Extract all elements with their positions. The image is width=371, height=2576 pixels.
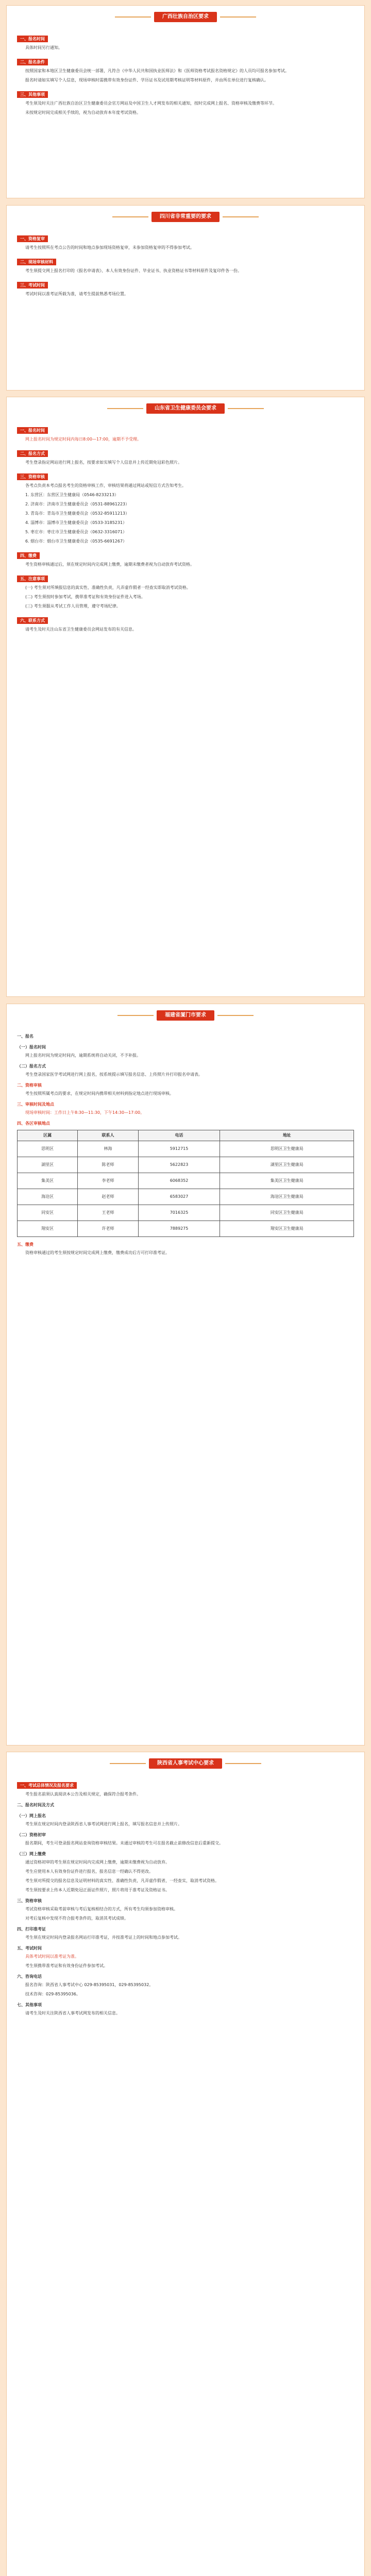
table-cell: 林海 <box>78 1141 138 1157</box>
sub-heading: 一、报名时间 <box>17 36 48 42</box>
section-heading: 一、报名 <box>17 1034 33 1039</box>
table-cell: 海沧区 <box>18 1189 78 1205</box>
section-title: 四川省非常重要的要求 <box>151 212 220 222</box>
paragraph: 2. 济南市：济南市卫生健康委员会（0531-88961223） <box>25 502 130 506</box>
paragraph: 对考后复核中发现不符合报考条件的，取消其考试成绩。 <box>25 1916 128 1921</box>
section-heading: 五、考试时间 <box>17 1946 42 1951</box>
section-heading: 三、审核时间及地点 <box>17 1102 54 1107</box>
table-cell: 王老师 <box>78 1205 138 1221</box>
paragraph: 技术咨询：029-85395036。 <box>25 1992 80 1996</box>
table-cell: 集美区 <box>18 1173 78 1189</box>
table-cell: 湖里区 <box>18 1157 78 1173</box>
sub-heading: （三）网上缴费 <box>17 1852 46 1856</box>
paragraph: 报名期间，考生可登录报名网站查询资格审核结果。未通过审核的考生可在报名截止前修改信息后重新提交。 <box>25 1841 223 1845</box>
sub-heading: 二、报名方式 <box>17 450 48 457</box>
section-heading: 六、咨询电话 <box>17 1974 42 1979</box>
paragraph: 网上报名时间为规定时间内，逾期系统将自动关闭，不予补报。 <box>25 1053 141 1058</box>
section-title: 陕西省人事考试中心要求 <box>149 1758 222 1769</box>
paragraph: 请考生及时关注陕西省人事考试网发布的相关信息。 <box>25 2011 120 2015</box>
paragraph: 现场审核时间：工作日上午8:30—11:30，下午14:30—17:00。 <box>25 1110 145 1115</box>
table-header: 电话 <box>138 1130 220 1141</box>
sub-heading: 二、现场审核材料 <box>17 259 56 265</box>
paragraph: 1. 东营区：东营区卫生健康局（0546-8233213） <box>25 493 119 497</box>
paragraph: 考生须在规定时间内登录报名网站打印准考证，并按准考证上的时间和地点参加考试。 <box>25 1935 182 1940</box>
section-heading: 七、其他事项 <box>17 2003 42 2007</box>
paragraph: 请考生按照所在考点公告的时间和地点参加现场资格复审，未参加资格复审的不得参加考试。 <box>25 245 194 250</box>
table-cell: 集美区卫生健康局 <box>220 1173 354 1189</box>
table-header: 区属 <box>18 1130 78 1141</box>
table-row <box>18 1141 354 1157</box>
table-cell: 7016325 <box>138 1205 220 1221</box>
paragraph: 考试资格审核采取考前审核与考后复核相结合的方式，所有考生均须参加资格审核。 <box>25 1907 178 1911</box>
paragraph: 考生须携带准考证和有效身份证件参加考试。 <box>25 1963 108 1968</box>
sub-heading: 二、报名条件 <box>17 59 48 65</box>
paragraph: (一) 考生须对所填报信息的真实性、准确性负责，凡弄虚作假者一经查实即取消考试资格。 <box>25 585 191 590</box>
table-row <box>18 1189 354 1205</box>
table-cell: 思明区卫生健康局 <box>220 1141 354 1157</box>
paragraph: 报名咨询：陕西省人事考试中心 029-85395031，029-85395032。 <box>25 1982 154 1987</box>
sub-heading: 三、考试时间 <box>17 282 48 289</box>
table-cell: 李老师 <box>78 1173 138 1189</box>
section-title: 广西壮族自治区要求 <box>154 12 217 22</box>
paragraph: (二) 考生须按时参加考试，携带准考证和有效身份证件进入考场。 <box>25 595 145 599</box>
section-heading: 四、各区审核地点 <box>17 1121 50 1126</box>
section-title: 福建省厦门市要求 <box>157 1010 214 1021</box>
section-heading: 三、资格审核 <box>17 1899 42 1903</box>
paragraph: 通过资格初审的考生须在规定时间内完成网上缴费，逾期未缴费视为自动放弃。 <box>25 1860 170 1865</box>
table-cell: 许老师 <box>78 1221 138 1237</box>
section-title: 山东省卫生健康委员会要求 <box>146 403 225 414</box>
paragraph: 考生须对所提交的报名信息及证明材料的真实性、准确性负责，凡弄虚作假者，一经查实，取消考试资格。 <box>25 1878 219 1883</box>
table-header: 联系人 <box>78 1130 138 1141</box>
section-card <box>6 1004 365 1745</box>
sub-heading: 三、其他事项 <box>17 91 48 98</box>
paragraph: 6. 烟台市：烟台市卫生健康委员会（0535-6691267） <box>25 539 127 544</box>
section-heading: 四、打印准考证 <box>17 1927 46 1931</box>
sub-heading: 一、考试总体情况及报名要求 <box>17 1782 77 1789</box>
table-cell: 6068352 <box>138 1173 220 1189</box>
paragraph: 考生须及时关注广西壮族自治区卫生健康委员会官方网站及中国卫生人才网发布的相关通知，按时完成网上报名、资格审核及缴费等环节。 <box>25 101 277 106</box>
sub-heading: 一、报名时间 <box>17 427 48 434</box>
section-card <box>6 5 365 198</box>
sub-heading: 三、资格审核 <box>17 473 48 480</box>
table-cell: 海沧区卫生健康局 <box>220 1189 354 1205</box>
section-card <box>6 1752 365 2576</box>
sub-heading: 五、注意事项 <box>17 575 48 582</box>
sub-heading: 六、联系方式 <box>17 617 48 624</box>
table-cell: 翔安区 <box>18 1221 78 1237</box>
paragraph: 具体时间另行通知。 <box>25 45 62 50</box>
paragraph: 网上报名时间为规定时间内每日8:00—17:00，逾期不予受理。 <box>25 437 142 442</box>
paragraph: (三) 考生须服从考试工作人员管理，遵守考场纪律。 <box>25 604 121 608</box>
contact-table <box>17 1130 354 1237</box>
paragraph: 报名时请如实填写个人信息，现场审核时需携带有效身份证件、学历证书及试用期考核证明等材料原件，并由所在单位进行复核确认。 <box>25 78 268 82</box>
sub-heading: （二）报名方式 <box>17 1064 46 1069</box>
table-row <box>18 1157 354 1173</box>
paragraph: 按照国家和本地区卫生健康委员会统一部署，凡符合《中华人民共和国执业医师法》和《医师资格考试报名资格规定》的人员均可报名参加考试。 <box>25 69 289 73</box>
section-card <box>6 397 365 997</box>
table-cell: 5912715 <box>138 1141 220 1157</box>
paragraph: 考生应使用本人有效身份证件进行报名，报名信息一经确认不得更改。 <box>25 1869 153 1874</box>
paragraph: 考生按照所属考点的要求，在规定时间内携带相关材料到指定地点进行现场审核。 <box>25 1091 174 1096</box>
section-card <box>6 205 365 391</box>
table-cell: 同安区 <box>18 1205 78 1221</box>
paragraph: 未按规定时间完成相关手续的，视为自动放弃本年度考试资格。 <box>25 110 141 115</box>
paragraph: 各考点负责本考点报名考生的资格审核工作，审核结果将通过网站或短信方式告知考生。 <box>25 483 186 488</box>
paragraph: 考生须在规定时间内登录陕西省人事考试网进行网上报名，填写报名信息并上传照片。 <box>25 1822 182 1826</box>
table-cell: 赵老师 <box>78 1189 138 1205</box>
table-cell: 陈老师 <box>78 1157 138 1173</box>
table-row <box>18 1205 354 1221</box>
table-cell: 5622823 <box>138 1157 220 1173</box>
table-header-row <box>18 1130 354 1141</box>
table-cell: 6583027 <box>138 1189 220 1205</box>
table-cell: 同安区卫生健康局 <box>220 1205 354 1221</box>
table-cell: 思明区 <box>18 1141 78 1157</box>
paragraph: 考生登录国家医学考试网进行网上报名，按系统提示填写报名信息、上传照片并打印报名申请表。 <box>25 1072 203 1077</box>
table-cell: 翔安区卫生健康局 <box>220 1221 354 1237</box>
paragraph: 4. 淄博市：淄博市卫生健康委员会（0533-3185231） <box>25 520 127 525</box>
paragraph: 考生报名前须认真阅读本公告及相关规定，确保符合报考条件。 <box>25 1792 141 1797</box>
table-row <box>18 1221 354 1237</box>
paragraph: 考生须按要求上传本人近期免冠正面证件照片，照片将用于准考证及资格证书。 <box>25 1888 170 1892</box>
table-cell: 湖里区卫生健康局 <box>220 1157 354 1173</box>
section-heading: 五、缴费 <box>17 1242 33 1247</box>
table-cell: 7889275 <box>138 1221 220 1237</box>
paragraph: 请考生及时关注山东省卫生健康委员会网站发布的有关信息。 <box>25 627 137 632</box>
paragraph: 5. 枣庄市：枣庄市卫生健康委员会（0632-3316071） <box>25 530 127 534</box>
paragraph: 具体考试时间以准考证为准。 <box>25 1954 79 1959</box>
section-heading: 二、资格审核 <box>17 1083 42 1088</box>
paragraph: 考生资格审核通过后，须在规定时间内完成网上缴费，逾期未缴费者视为自动放弃考试资格。 <box>25 562 194 567</box>
paragraph: 3. 青岛市：青岛市卫生健康委员会（0532-85911213） <box>25 511 130 516</box>
paragraph: 考试时间以准考证所载为准，请考生提前熟悉考场位置。 <box>25 292 128 296</box>
paragraph: 考生须提交网上报名打印的《报名申请表》、本人有效身份证件、毕业证书、执业资格证书等材料原件及复印件各一份。 <box>25 268 242 273</box>
sub-heading: 四、缴费 <box>17 552 40 559</box>
section-heading: 二、报名时间及方式 <box>17 1803 54 1807</box>
paragraph: 资格审核通过的考生须按规定时间完成网上缴费，缴费成功后方可打印准考证。 <box>25 1250 170 1255</box>
sub-heading: （一）报名时间 <box>17 1045 46 1049</box>
paragraph: 考生登录指定网站进行网上报名，按要求如实填写个人信息并上传近期免冠彩色照片。 <box>25 460 182 465</box>
table-header: 地址 <box>220 1130 354 1141</box>
sub-heading: 一、资格复审 <box>17 235 48 242</box>
sub-heading: （一）网上报名 <box>17 1814 46 1818</box>
sub-heading: （二）资格初审 <box>17 1833 46 1837</box>
table-row <box>18 1173 354 1189</box>
